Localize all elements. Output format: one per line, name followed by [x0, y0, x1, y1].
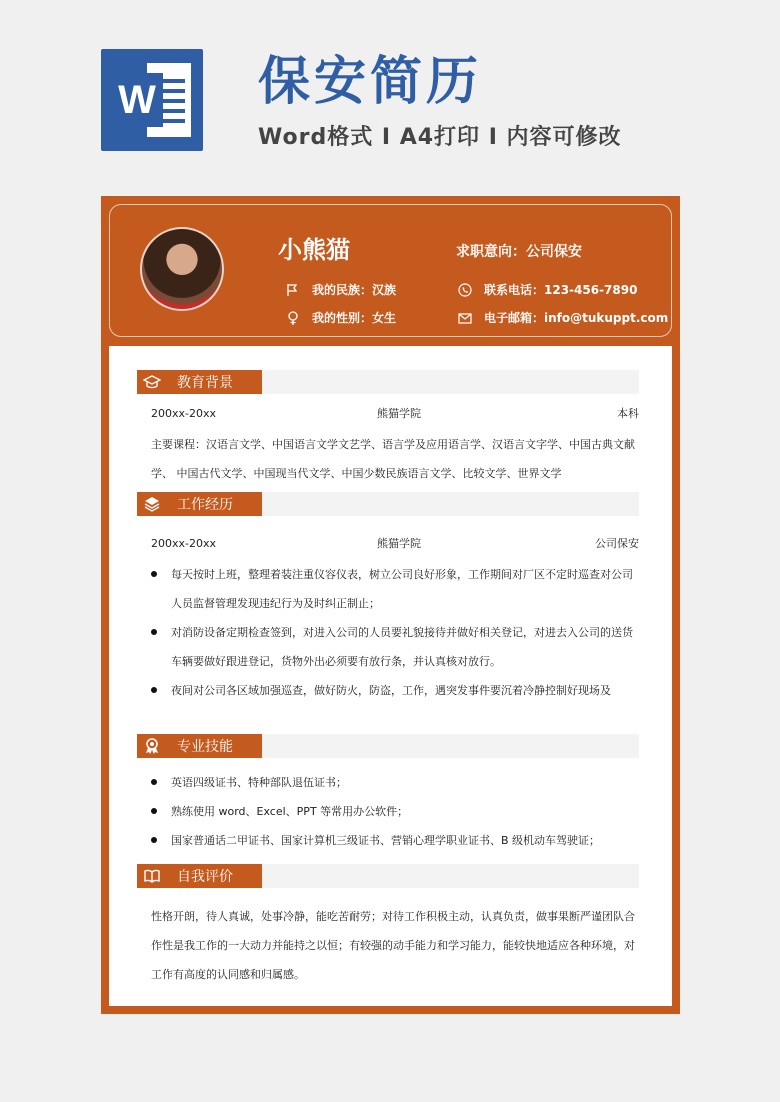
email-row [458, 310, 668, 326]
self-section-header [137, 864, 639, 888]
work-title: 工作经历 [177, 497, 233, 513]
self-title: 自我评价 [177, 869, 233, 885]
work-tag [137, 492, 262, 516]
flag-icon [286, 283, 300, 297]
self-tag [137, 864, 262, 888]
work-position: 公司保安 [595, 537, 639, 550]
education-section-header [137, 370, 639, 394]
education-courses: 主要课程：汉语言文学、中国语言文学文艺学、语言学及应用语言学、汉语言文字学、中国古典文献学、 中国古代文学、中国现当代文学、中国少数民族语言文学、比较文学、世界文学 [151, 438, 635, 480]
gender-text: 我的性别：女生 [312, 311, 397, 325]
work-company: 熊猫学院 [377, 537, 421, 550]
avatar [140, 227, 224, 311]
education-row [151, 406, 639, 422]
resume-content [109, 346, 672, 1006]
list-item: 对消防设备定期检查签到，对进入公司的人员要礼貌接待并做好相关登记，对进去入公司的送货车辆要做好跟进登记，货物外出必须要有放行条，并认真核对放行。 [149, 618, 641, 676]
phone-text: 联系电话：123-456-7890 [484, 283, 638, 297]
profile-name: 小熊猫 [278, 236, 350, 264]
skills-tag [137, 734, 262, 758]
work-section-header [137, 492, 639, 516]
skills-list [149, 768, 641, 855]
education-tag [137, 370, 262, 394]
list-item: 熟练使用 word、Excel、PPT 等常用办公软件； [149, 797, 641, 826]
mail-icon [458, 311, 472, 325]
book-icon [143, 867, 161, 885]
work-duties-list [149, 560, 641, 705]
work-period: 200xx-20xx [151, 537, 217, 550]
award-icon [143, 737, 161, 755]
female-icon [286, 311, 300, 325]
education-period: 200xx-20xx [151, 407, 217, 420]
resume-sheet [101, 196, 680, 1014]
list-item: 夜间对公司各区域加强巡查，做好防火，防盗，工作，遇突发事件要沉着冷静控制好现场及 [149, 676, 641, 705]
list-item: 每天按时上班，整理着装注重仪容仪表，树立公司良好形象，工作期间对厂区不定时巡查对公司人员监督管理发现违纪行为及时纠正制止； [149, 560, 641, 618]
phone-row [458, 282, 637, 298]
page-title: 保安简历 [258, 52, 483, 112]
phone-icon [458, 283, 472, 297]
word-letter: W [111, 73, 163, 127]
list-item: 英语四级证书、特种部队退伍证书； [149, 768, 641, 797]
ethnicity-row [286, 282, 396, 298]
page-subtitle: Word格式 I A4打印 I 内容可修改 [258, 125, 622, 150]
email-text: 电子邮箱：info@tukuppt.com [484, 311, 669, 325]
skills-title: 专业技能 [177, 739, 233, 755]
education-title: 教育背景 [177, 375, 233, 391]
education-degree: 本科 [617, 407, 639, 420]
education-school: 熊猫学院 [377, 407, 421, 420]
ethnicity-text: 我的民族：汉族 [312, 283, 397, 297]
gender-row [286, 310, 396, 326]
work-row [151, 536, 639, 552]
list-item: 国家普通话二甲证书、国家计算机三级证书、营销心理学职业证书、B 级机动车驾驶证； [149, 826, 641, 855]
graduation-cap-icon [143, 373, 161, 391]
skills-section-header [137, 734, 639, 758]
self-evaluation-text: 性格开朗，待人真诚，处事冷静，能吃苦耐劳；对待工作积极主动，认真负责，做事果断严谨团队合作性是我工作的一大动力并能持之以恒；有较强的动手能力和学习能力，能较快地适应各种环境，对工作有高度的认同感和归属感。 [151, 910, 635, 981]
job-intent: 求职意向：公司保安 [456, 244, 582, 260]
layers-icon [143, 495, 161, 513]
word-logo-icon [101, 49, 203, 151]
profile-card [109, 204, 672, 337]
